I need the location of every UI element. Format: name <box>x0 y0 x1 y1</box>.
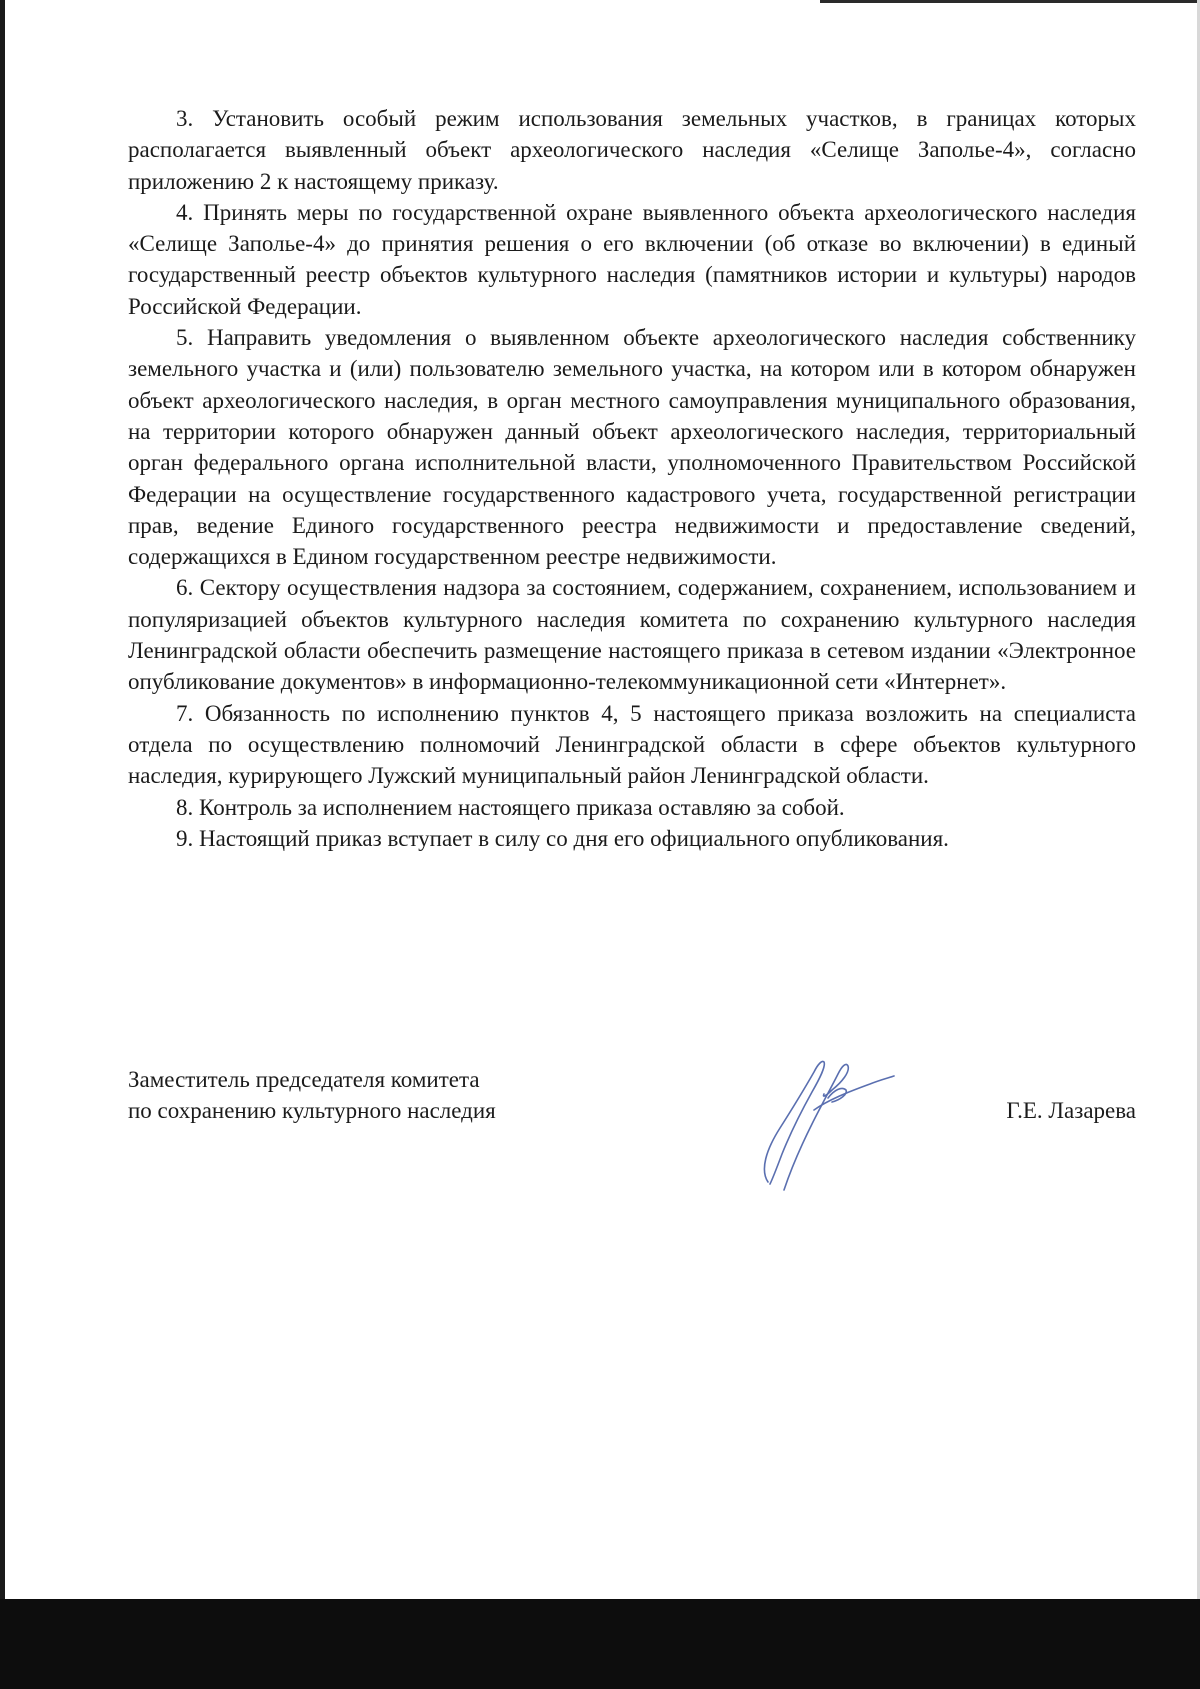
scan-top-line <box>820 0 1200 3</box>
signer-title-line-2: по сохранению культурного наследия <box>128 1098 496 1123</box>
scan-left-edge <box>0 0 5 1689</box>
paragraph-8: 8. Контроль за исполнением настоящего приказа оставляю за собой. <box>176 794 845 820</box>
signature-block <box>128 1064 1136 1204</box>
paragraph-4: 4. Принять меры по государственной охране выявленного объекта археологического наследия «Селище Заполье-4» до принятия решения о его включении (об отказе во включении) в единый государственный реестр объектов культурного наследия (памятников истории и культуры) народов Российской Федерации. <box>128 199 1136 319</box>
signer-title <box>128 1064 648 1126</box>
document-body <box>128 103 1136 854</box>
paragraph-5: 5. Направить уведомления о выявленном объекте археологического наследия собственнику земельного участка и (или) пользователю земельного участка, на котором или в котором обнаружен объект археологического наследия, в орган местного самоуправления муниципального образования, на территории которого обнаружен данный объект археологического наследия, территориальный орган федерального органа исполнительной власти, уполномоченного Правительством Российской Федерации на осуществление государственного кадастрового учета, государственной регистрации прав, ведение Единого государственного реестра недвижимости и предоставление сведений, содержащихся в Едином государственном реестре недвижимости. <box>128 325 1136 570</box>
signer-name: Г.Е. Лазарева <box>1006 1098 1136 1123</box>
paragraph-6: 6. Сектору осуществления надзора за состоянием, содержанием, сохранением, использованием и популяризацией объектов культурного наследия комитета по сохранению культурного наследия Ленинградской области обеспечить размещение настоящего приказа в сетевом издании «Электронное опубликование документов» в информационно-телекоммуникационной сети «Интернет». <box>128 575 1136 695</box>
paragraph-3: 3. Установить особый режим использования земельных участков, в границах которых располагается выявленный объект археологического наследия «Селище Заполье-4», согласно приложению 2 к настоящему приказу. <box>128 106 1136 194</box>
paragraph-9: 9. Настоящий приказ вступает в силу со дня его официального опубликования. <box>176 825 949 851</box>
scan-bottom-band <box>0 1599 1200 1689</box>
paragraph-7: 7. Обязанность по исполнению пунктов 4, 5 настоящего приказа возложить на специалиста отдела по осуществлению полномочий Ленинградской области в сфере объектов культурного наследия, курирующего Лужский муниципальный район Ленинградской области. <box>128 700 1136 789</box>
handwritten-signature-icon <box>728 1050 908 1200</box>
signer-title-line-1: Заместитель председателя комитета <box>128 1067 480 1092</box>
